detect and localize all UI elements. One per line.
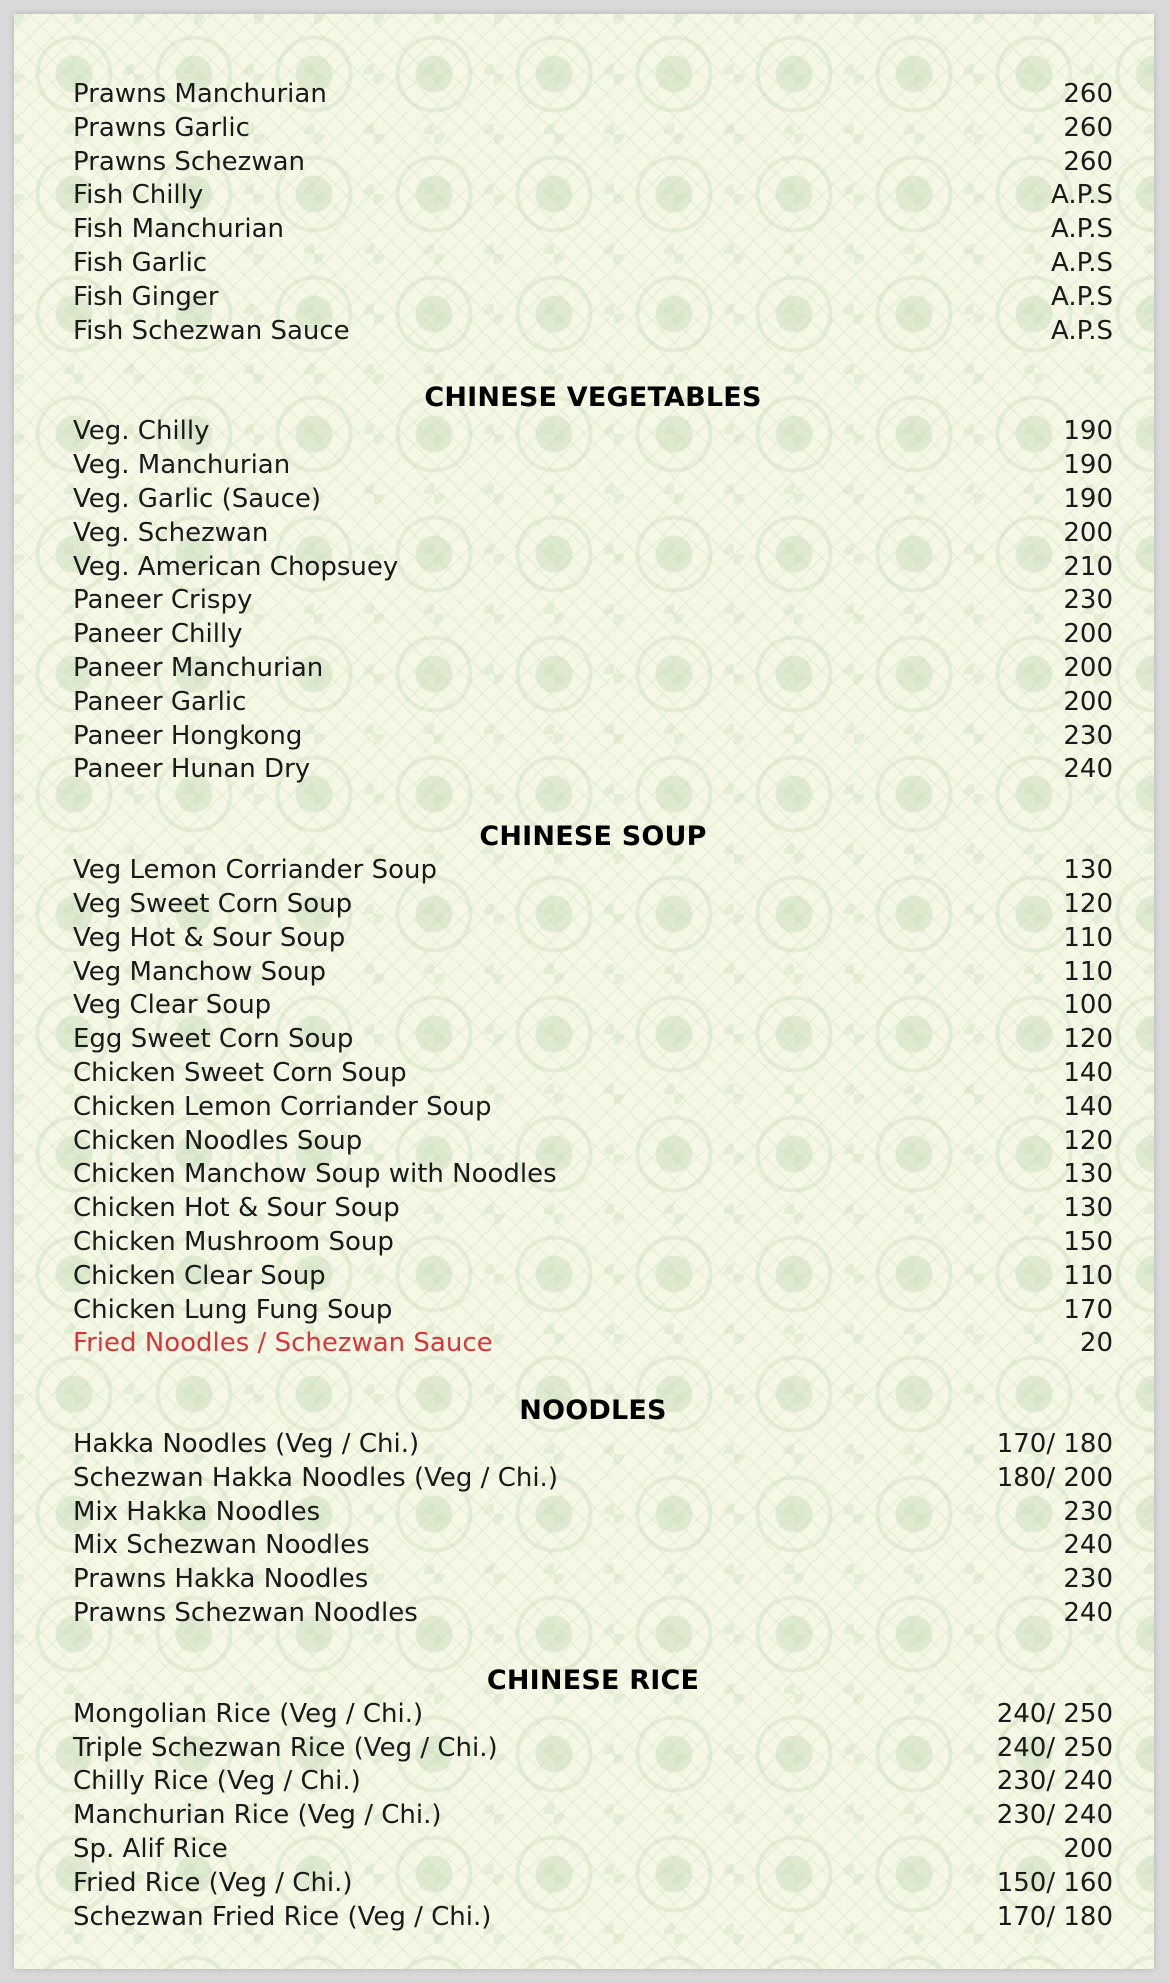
menu-item xyxy=(73,1597,1113,1631)
menu-item-name: Chicken Noodles Soup xyxy=(73,1125,363,1156)
menu-item xyxy=(73,584,1113,618)
menu-item-price: 130 xyxy=(1063,1193,1113,1224)
menu-item xyxy=(73,1125,1113,1159)
menu-item-list xyxy=(73,415,1113,787)
menu-section-continued xyxy=(73,78,1113,348)
menu-item-name: Chicken Lemon Corriander Soup xyxy=(73,1091,492,1122)
menu-item-price: 240/ 250 xyxy=(996,1698,1113,1729)
menu-item-name: Paneer Hongkong xyxy=(73,720,303,751)
menu-item-price: 170/ 180 xyxy=(996,1901,1113,1932)
menu-item-price: A.P.S xyxy=(1051,180,1113,211)
menu-item xyxy=(73,989,1113,1023)
menu-section-chinese-soup xyxy=(73,820,1113,1361)
menu-item-name: Fish Garlic xyxy=(73,247,208,278)
menu-item-name: Veg. Chilly xyxy=(73,416,210,447)
section-title: CHINESE VEGETABLES xyxy=(424,382,762,414)
menu-item xyxy=(73,1698,1113,1732)
section-title: CHINESE RICE xyxy=(486,1664,700,1696)
menu-item-name: Veg. Schezwan xyxy=(73,517,269,548)
menu-item-price: 190 xyxy=(1063,483,1113,514)
menu-item-price: 260 xyxy=(1063,79,1113,109)
menu-content xyxy=(73,78,1113,1934)
menu-item-name: Veg. Garlic (Sauce) xyxy=(73,483,322,514)
menu-item xyxy=(73,854,1113,888)
menu-item xyxy=(73,1765,1113,1799)
menu-item-name: Chicken Sweet Corn Soup xyxy=(73,1057,407,1088)
menu-item-price: 110 xyxy=(1063,922,1113,953)
menu-item-name: Veg. American Chopsuey xyxy=(73,551,399,582)
menu-item-price: 230/ 240 xyxy=(996,1800,1113,1831)
menu-item-name: Veg Sweet Corn Soup xyxy=(73,888,353,919)
menu-item-price: A.P.S xyxy=(1051,247,1113,278)
menu-item-price: 230 xyxy=(1063,1496,1113,1527)
menu-item-name: Schezwan Hakka Noodles (Veg / Chi.) xyxy=(73,1462,558,1493)
menu-item-price: A.P.S xyxy=(1051,315,1113,346)
menu-section-chinese-vegetables xyxy=(73,381,1113,787)
menu-item xyxy=(73,146,1113,180)
menu-item-name: Veg Lemon Corriander Soup xyxy=(73,855,437,886)
menu-item-name: Paneer Chilly xyxy=(73,619,243,650)
menu-item-name: Fish Manchurian xyxy=(73,214,284,245)
menu-item xyxy=(73,922,1113,956)
menu-item-name: Sp. Alif Rice xyxy=(73,1834,228,1865)
menu-item-price: 190 xyxy=(1063,450,1113,481)
menu-item xyxy=(73,517,1113,551)
menu-item-price: 230/ 240 xyxy=(996,1766,1113,1797)
menu-item-name: Fish Chilly xyxy=(73,180,204,211)
menu-item-list xyxy=(73,1698,1113,1935)
menu-item xyxy=(73,1428,1113,1462)
menu-item-price: A.P.S xyxy=(1051,214,1113,245)
menu-item-name: Fried Rice (Veg / Chi.) xyxy=(73,1867,353,1898)
menu-item-name: Chilly Rice (Veg / Chi.) xyxy=(73,1766,361,1797)
menu-item-name: Schezwan Fried Rice (Veg / Chi.) xyxy=(73,1901,492,1932)
menu-item-price: 140 xyxy=(1063,1091,1113,1122)
menu-item-price: 20 xyxy=(1079,1328,1113,1359)
menu-item-name: Fried Noodles / Schezwan Sauce xyxy=(73,1328,493,1359)
menu-item xyxy=(73,1192,1113,1226)
section-title: NOODLES xyxy=(519,1395,667,1427)
menu-item-price: 240 xyxy=(1063,754,1113,785)
menu-item-price: 240/ 250 xyxy=(996,1732,1113,1763)
menu-item-name: Chicken Hot & Sour Soup xyxy=(73,1193,400,1224)
menu-section-chinese-rice xyxy=(73,1664,1113,1935)
menu-item-price: 170 xyxy=(1063,1294,1113,1325)
menu-item-price: 170/ 180 xyxy=(996,1429,1113,1460)
menu-item-name: Prawns Garlic xyxy=(73,112,250,143)
menu-item-price: 100 xyxy=(1063,990,1113,1021)
menu-item-name: Chicken Clear Soup xyxy=(73,1260,326,1291)
menu-item xyxy=(73,686,1113,720)
section-title: CHINESE SOUP xyxy=(479,821,707,853)
menu-item xyxy=(73,652,1113,686)
menu-item-list xyxy=(73,78,1113,348)
menu-item xyxy=(73,1732,1113,1766)
menu-item xyxy=(73,1294,1113,1328)
menu-item-price: 110 xyxy=(1063,1260,1113,1291)
menu-item-price: 200 xyxy=(1063,517,1113,548)
menu-item-name: Veg. Manchurian xyxy=(73,450,291,481)
menu-item-name: Fish Schezwan Sauce xyxy=(73,315,350,346)
menu-item-name: Hakka Noodles (Veg / Chi.) xyxy=(73,1429,420,1460)
menu-item-price: A.P.S xyxy=(1051,281,1113,312)
menu-item xyxy=(73,1023,1113,1057)
menu-item-price: 200 xyxy=(1063,619,1113,650)
menu-item-price: 200 xyxy=(1063,686,1113,717)
menu-item xyxy=(73,1496,1113,1530)
menu-item xyxy=(73,415,1113,449)
menu-item-name: Prawns Schezwan xyxy=(73,146,305,177)
menu-item xyxy=(73,618,1113,652)
menu-item-name: Paneer Garlic xyxy=(73,686,247,717)
menu-item-price: 230 xyxy=(1063,1564,1113,1595)
menu-item xyxy=(73,753,1113,787)
menu-item-price: 240 xyxy=(1063,1598,1113,1629)
menu-item-name: Chicken Mushroom Soup xyxy=(73,1226,394,1257)
menu-item-price: 120 xyxy=(1063,888,1113,919)
menu-item xyxy=(73,247,1113,281)
menu-item xyxy=(73,551,1113,585)
menu-item xyxy=(73,179,1113,213)
menu-item xyxy=(73,1057,1113,1091)
menu-item xyxy=(73,1867,1113,1901)
menu-item xyxy=(73,78,1113,112)
menu-item-name: Egg Sweet Corn Soup xyxy=(73,1024,354,1055)
menu-item xyxy=(73,1091,1113,1125)
menu-section-noodles xyxy=(73,1394,1113,1631)
menu-item xyxy=(73,1901,1113,1935)
menu-item xyxy=(73,112,1113,146)
menu-item-name: Veg Clear Soup xyxy=(73,990,272,1021)
menu-item-name: Prawns Manchurian xyxy=(73,79,327,109)
menu-item-price: 230 xyxy=(1063,720,1113,751)
menu-page xyxy=(14,14,1154,1969)
menu-item xyxy=(73,1327,1113,1361)
menu-item-price: 260 xyxy=(1063,112,1113,143)
menu-item-list xyxy=(73,1428,1113,1631)
menu-item xyxy=(73,956,1113,990)
menu-item-name: Fish Ginger xyxy=(73,281,219,312)
menu-item xyxy=(73,1462,1113,1496)
menu-item-name: Mix Schezwan Noodles xyxy=(73,1530,370,1561)
menu-item xyxy=(73,281,1113,315)
menu-item xyxy=(73,888,1113,922)
menu-item-price: 210 xyxy=(1063,551,1113,582)
menu-item xyxy=(73,315,1113,349)
menu-item xyxy=(73,1158,1113,1192)
menu-item-name: Paneer Hunan Dry xyxy=(73,754,311,785)
menu-item-price: 120 xyxy=(1063,1125,1113,1156)
menu-item-price: 260 xyxy=(1063,146,1113,177)
menu-item-price: 240 xyxy=(1063,1530,1113,1561)
menu-item xyxy=(73,1563,1113,1597)
menu-item-name: Mix Hakka Noodles xyxy=(73,1496,321,1527)
menu-item-name: Chicken Lung Fung Soup xyxy=(73,1294,393,1325)
menu-item-price: 110 xyxy=(1063,956,1113,987)
menu-item-price: 150/ 160 xyxy=(996,1867,1113,1898)
menu-item xyxy=(73,1226,1113,1260)
menu-item xyxy=(73,1260,1113,1294)
menu-item-price: 230 xyxy=(1063,585,1113,616)
menu-item-price: 180/ 200 xyxy=(996,1462,1113,1493)
menu-item-list xyxy=(73,854,1113,1361)
menu-item xyxy=(73,449,1113,483)
menu-item-name: Veg Manchow Soup xyxy=(73,956,326,987)
menu-item-price: 140 xyxy=(1063,1057,1113,1088)
menu-item-name: Manchurian Rice (Veg / Chi.) xyxy=(73,1800,442,1831)
menu-item xyxy=(73,213,1113,247)
menu-item-price: 130 xyxy=(1063,855,1113,886)
menu-item-name: Veg Hot & Sour Soup xyxy=(73,922,346,953)
menu-item-price: 150 xyxy=(1063,1226,1113,1257)
menu-item-name: Paneer Manchurian xyxy=(73,652,324,683)
menu-item-name: Paneer Crispy xyxy=(73,585,253,616)
menu-item xyxy=(73,1529,1113,1563)
menu-item xyxy=(73,1799,1113,1833)
menu-item-price: 190 xyxy=(1063,416,1113,447)
menu-item-price: 130 xyxy=(1063,1159,1113,1190)
menu-item-name: Mongolian Rice (Veg / Chi.) xyxy=(73,1698,424,1729)
menu-item-name: Prawns Schezwan Noodles xyxy=(73,1598,418,1629)
menu-item-price: 120 xyxy=(1063,1024,1113,1055)
menu-item xyxy=(73,1833,1113,1867)
menu-item-name: Prawns Hakka Noodles xyxy=(73,1564,369,1595)
menu-item xyxy=(73,483,1113,517)
menu-item-name: Chicken Manchow Soup with Noodles xyxy=(73,1159,557,1190)
menu-item-price: 200 xyxy=(1063,1834,1113,1865)
menu-item-name: Triple Schezwan Rice (Veg / Chi.) xyxy=(73,1732,498,1763)
menu-item xyxy=(73,720,1113,754)
menu-item-price: 200 xyxy=(1063,652,1113,683)
